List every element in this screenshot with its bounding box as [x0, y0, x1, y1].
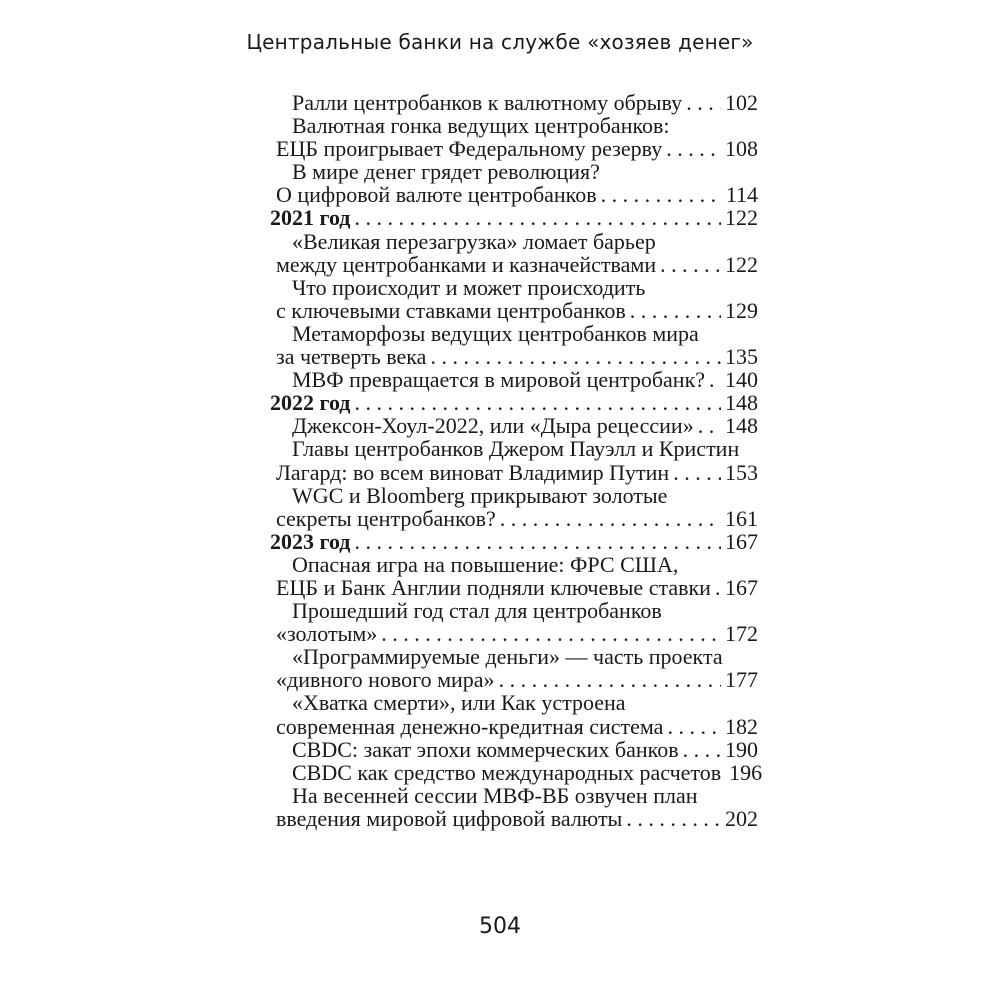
toc-line — [270, 461, 758, 484]
toc-page-number: 196 — [729, 759, 763, 785]
toc-page-number: 140 — [725, 367, 758, 393]
toc-page-number: 190 — [725, 736, 758, 762]
toc-entry — [270, 484, 758, 530]
toc-entry — [270, 784, 758, 830]
toc-leader-dots — [667, 715, 721, 738]
toc-entry-title: CBDC как средство международных расчетов — [292, 759, 722, 785]
running-header: Центральные банки на службе «хозяев денег» — [246, 30, 754, 54]
toc-line — [270, 137, 758, 160]
toc-year-title: 2022 год — [270, 390, 351, 416]
toc-entry — [270, 160, 758, 206]
toc-page-number: 129 — [725, 297, 758, 323]
toc-leader-dots — [686, 91, 721, 114]
toc-leader-dots — [709, 368, 721, 391]
toc-line — [270, 437, 758, 460]
toc-line — [270, 759, 763, 785]
toc-entry-title: «Великая перезагрузка» ломает барьер — [292, 228, 656, 254]
toc-line — [270, 645, 758, 668]
toc-entry — [270, 368, 758, 391]
toc-line — [270, 230, 758, 253]
toc-page-number: 122 — [725, 205, 758, 231]
toc-entry-title: ЕЦБ проигрывает Федеральному резерву — [276, 136, 663, 162]
toc-leader-dots — [626, 807, 721, 830]
toc-page-number: 148 — [725, 413, 758, 439]
toc-line — [270, 345, 758, 368]
toc-entry — [270, 738, 758, 761]
toc-line — [270, 668, 758, 691]
toc-entry-title: Валютная гонка ведущих центробанков: — [292, 113, 670, 139]
toc-leader-dots — [630, 299, 721, 322]
toc-entry-title: современная денежно-кредитная система — [276, 713, 664, 739]
toc-entry-title: «дивного нового мира» — [276, 667, 495, 693]
toc-entry — [270, 276, 758, 322]
toc-line — [270, 322, 758, 345]
toc-line — [270, 391, 758, 414]
toc-page-number: 135 — [725, 344, 758, 370]
toc-leader-dots — [430, 345, 721, 368]
toc-section-heading — [270, 206, 758, 229]
toc-page-number: 122 — [725, 251, 758, 277]
toc-entry-title: На весенней сессии МВФ-ВБ озвучен план — [292, 782, 698, 808]
toc-line — [270, 691, 758, 714]
toc-entry-title: ЕЦБ и Банк Англии подняли ключевые ставки — [276, 574, 711, 600]
toc-entry-title: Прошедший год стал для центробанков — [292, 598, 662, 624]
toc-leader-dots — [660, 253, 721, 276]
toc-entry-title: WGC и Bloomberg прикрывают золотые — [292, 482, 668, 508]
toc-line — [270, 253, 758, 276]
toc-line — [270, 160, 758, 183]
toc-page-number: 167 — [725, 528, 758, 554]
toc-line — [270, 414, 758, 437]
toc-leader-dots — [673, 461, 721, 484]
toc-entry-title: «Хватка смерти», или Как устроена — [292, 690, 626, 716]
toc-entry-title: «золотым» — [276, 621, 378, 647]
toc-line — [270, 206, 758, 229]
toc-leader-dots — [499, 668, 721, 691]
toc-leader-dots — [354, 530, 721, 553]
toc-entry — [270, 553, 758, 599]
toc-line — [270, 484, 758, 507]
toc-entry-title: В мире денег грядет революция? — [292, 159, 600, 185]
toc-entry-title: за четверть века — [276, 344, 427, 370]
toc-entry-title: Главы центробанков Джером Пауэлл и Кристин — [292, 436, 740, 462]
toc-line — [270, 507, 758, 530]
toc-page-number: 177 — [725, 667, 758, 693]
toc-line — [270, 299, 758, 322]
toc-leader-dots — [354, 391, 721, 414]
toc-entry — [270, 759, 763, 785]
toc-entry-title: О цифровой валюте центробанков — [276, 182, 597, 208]
page-number: 504 — [479, 914, 521, 939]
toc-line — [270, 784, 758, 807]
toc-entry — [270, 645, 758, 691]
toc-leader-dots — [381, 622, 721, 645]
toc-line — [270, 599, 758, 622]
toc-entry-title: с ключевыми ставками центробанков — [276, 297, 626, 323]
toc-line — [270, 183, 758, 206]
toc-entry — [270, 691, 758, 737]
toc-line — [270, 738, 758, 761]
toc-line — [270, 715, 758, 738]
toc-leader-dots — [354, 206, 721, 229]
toc-page-number: 172 — [725, 621, 758, 647]
toc-entry — [270, 91, 758, 114]
toc-entry-title: Что происходит и может происходить — [292, 274, 646, 300]
toc-entry-title: CBDC: закат эпохи коммерческих банков — [292, 736, 679, 762]
toc-line — [270, 553, 758, 576]
toc-entry-title: «Программируемые деньги» — часть проекта — [292, 644, 723, 670]
toc-entry — [270, 599, 758, 645]
toc-line — [270, 807, 758, 830]
toc-entry-title: Опасная игра на повышение: ФРС США, — [292, 551, 679, 577]
toc-line — [270, 368, 758, 391]
toc-leader-dots — [715, 576, 721, 599]
toc-page-number: 108 — [725, 136, 758, 162]
toc-line — [270, 530, 758, 553]
toc-entry-title: Метаморфозы ведущих центробанков мира — [292, 320, 699, 346]
toc-entry — [270, 114, 758, 160]
toc-line — [270, 114, 758, 137]
toc-entry — [270, 437, 758, 483]
toc-entry-title: МВФ превращается в мировой центробанк? — [292, 367, 706, 393]
toc-page-number: 114 — [725, 182, 758, 208]
toc-entry — [270, 322, 758, 368]
toc-leader-dots — [698, 414, 721, 437]
toc-line — [270, 91, 758, 114]
toc-page-number: 148 — [725, 390, 758, 416]
toc-entry-title: секреты центробанков? — [276, 505, 496, 531]
toc-page-number: 202 — [725, 805, 758, 831]
toc-section-heading — [270, 530, 758, 553]
toc-leader-dots — [683, 738, 721, 761]
toc-page-number: 161 — [725, 505, 758, 531]
toc-entry-title: введения мировой цифровой валюты — [276, 805, 623, 831]
toc-leader-dots — [666, 137, 721, 160]
toc-page-number: 102 — [725, 90, 758, 115]
toc-line — [270, 276, 758, 299]
toc-page-number: 182 — [725, 713, 758, 739]
toc-entry-title: между центробанками и казначействами — [276, 251, 657, 277]
toc-page-number: 153 — [725, 459, 758, 485]
toc-entry-title: Джексон-Хоул-2022, или «Дыра рецессии» — [292, 413, 694, 439]
table-of-contents — [270, 90, 763, 831]
toc-line — [270, 622, 758, 645]
toc-line — [270, 576, 758, 599]
toc-page-number: 167 — [725, 574, 758, 600]
toc-leader-dots — [601, 183, 722, 206]
toc-entry — [270, 414, 758, 437]
toc-entry-title: Лагард: во всем виноват Владимир Путин — [276, 459, 670, 485]
toc-entry — [270, 230, 758, 276]
toc-year-title: 2021 год — [270, 205, 351, 231]
toc-entry-title: Ралли центробанков к валютному обрыву — [292, 90, 683, 115]
toc-section-heading — [270, 391, 758, 414]
toc-leader-dots — [500, 507, 721, 530]
toc-year-title: 2023 год — [270, 528, 351, 554]
